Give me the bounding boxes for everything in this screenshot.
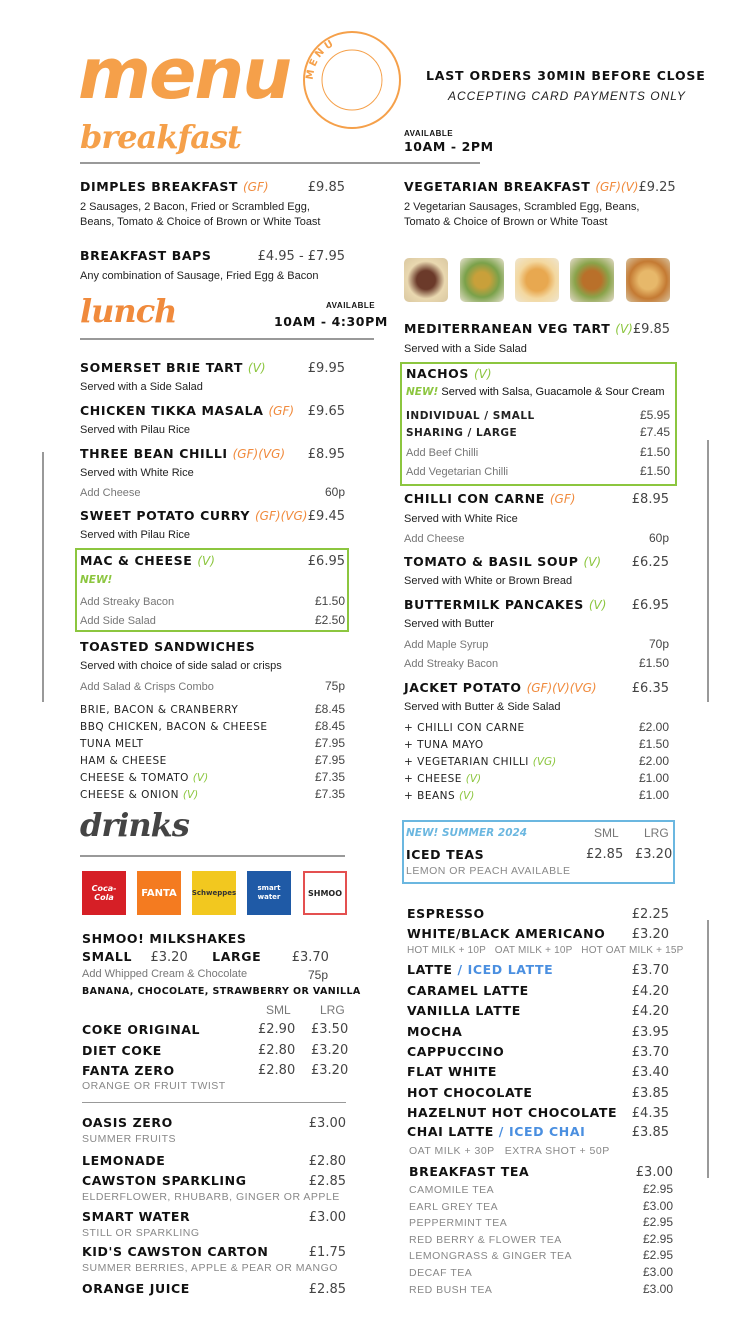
chilli-add-price: 60p — [324, 485, 345, 499]
sandwich-item-tag: (V) — [192, 772, 209, 784]
shakes-add: Add Whipped Cream & Chocolate — [82, 968, 248, 980]
nachos-ind-price: £5.95 — [639, 408, 670, 422]
sandwich-item-price: £8.45 — [314, 702, 345, 716]
soup-name: TOMATO & BASIL SOUP — [404, 554, 579, 569]
americano-name: WHITE/BLACK AMERICANO — [407, 926, 606, 941]
toasted-title: TOASTED SANDWICHES — [80, 639, 256, 654]
hot-drink-price: £4.35 — [631, 1105, 669, 1121]
latte — [407, 962, 669, 978]
hot-drink-name: HOT CHOCOLATE — [407, 1084, 533, 1100]
toasted-add-price: 75p — [324, 679, 345, 693]
tikka-desc: Served with Pilau Rice — [80, 424, 191, 436]
breakfast-avail-label: AVAILABLE — [404, 129, 454, 138]
hot-extras: OAT MILK + 30P EXTRA SHOT + 50P — [409, 1145, 610, 1157]
soup-desc: Served with White or Brown Bread — [404, 575, 573, 587]
nachos-desc-line — [406, 386, 665, 398]
cold-drink — [82, 1173, 346, 1189]
mac-add-bacon — [80, 594, 345, 608]
food-photo-2 — [460, 258, 504, 302]
cold-drink — [82, 1281, 346, 1297]
sandwich-item-name: CHEESE & ONION — [80, 789, 179, 801]
sandwich-item-name: CHEESE & TOMATO — [80, 772, 189, 784]
drinks-divider — [80, 855, 345, 857]
tikka-masala — [80, 403, 345, 419]
med-tag: (V) — [615, 322, 633, 336]
jacket-tag: (GF)(V)(VG) — [526, 681, 597, 695]
jacket-topping-tag: (V) — [465, 773, 482, 785]
tea-name: BREAKFAST TEA — [409, 1164, 530, 1179]
tea-item — [409, 1265, 673, 1279]
card-only: ACCEPTING CARD PAYMENTS ONLY — [448, 89, 686, 103]
espresso-price: £2.25 — [631, 907, 669, 922]
chilli-desc: Served with White Rice — [80, 467, 194, 479]
menu-stamp — [300, 28, 404, 132]
sandwich-item — [80, 787, 345, 801]
cold-drink-price: £3.00 — [308, 1210, 346, 1225]
chai-price: £3.85 — [631, 1125, 669, 1140]
three-bean-chilli — [80, 446, 345, 462]
chilli-con-carne — [404, 491, 669, 507]
hot-drink-price: £4.20 — [631, 984, 669, 999]
tea-item — [409, 1215, 673, 1229]
mac-add2-price: £2.50 — [314, 613, 345, 627]
toasted-add-label: Add Salad & Crisps Combo — [80, 681, 214, 693]
jacket-potato — [404, 680, 669, 696]
drinks-title: drinks — [80, 806, 189, 844]
jacket-desc: Served with Butter & Side Salad — [404, 701, 561, 713]
cold-drink-price: £2.85 — [308, 1282, 346, 1297]
pancakes-price: £6.95 — [631, 598, 669, 613]
sandwich-item-name: BRIE, BACON & CRANBERRY — [80, 704, 239, 716]
hot-drink-name: HAZELNUT HOT CHOCOLATE — [407, 1104, 618, 1120]
potato-tag: (GF)(VG) — [255, 509, 308, 523]
iced-latte: ICED LATTE — [467, 962, 554, 977]
med-name: MEDITERRANEAN VEG TART — [404, 321, 611, 336]
sandwich-item-name: HAM & CHEESE — [80, 755, 167, 767]
dimples-breakfast — [80, 179, 345, 195]
mac-price: £6.95 — [307, 554, 345, 569]
nachos-share-price: £7.45 — [639, 425, 670, 439]
med-desc: Served with a Side Salad — [404, 343, 527, 355]
dimples-desc1: 2 Sausages, 2 Bacon, Fried or Scrambled Egg, — [80, 201, 310, 213]
iced-sml: SML — [594, 826, 619, 840]
nachos-individual — [406, 408, 670, 422]
brie-tart — [80, 360, 345, 376]
iced-new: NEW! SUMMER 2024 — [406, 827, 528, 839]
soft-drink-lrg-price: £3.50 — [311, 1022, 349, 1037]
mac-add1-price: £1.50 — [314, 594, 345, 608]
chai-sep: / — [493, 1124, 509, 1139]
brie-desc: Served with a Side Salad — [80, 381, 203, 393]
sandwich-item — [80, 736, 345, 750]
pancakes-name: BUTTERMILK PANCAKES — [404, 597, 584, 612]
food-photo-3 — [515, 258, 559, 302]
jacket-topping-price: £1.50 — [638, 737, 669, 751]
hot-drink-name: CAPPUCCINO — [407, 1043, 505, 1059]
iced-note: LEMON OR PEACH AVAILABLE — [406, 865, 571, 877]
dimples-tag: (GF) — [243, 180, 269, 194]
hot-drink-name: MOCHA — [407, 1023, 463, 1039]
pancakes-add-syrup — [404, 637, 669, 651]
soft-drink-name: DIET COKE — [82, 1042, 162, 1058]
chilli-name: THREE BEAN CHILLI — [80, 446, 228, 461]
potato-price: £9.45 — [307, 509, 345, 524]
nachos-desc: Served with Salsa, Guacamole & Sour Cream — [441, 386, 665, 398]
sandwich-item — [80, 753, 345, 767]
cold-drink-name: KID'S CAWSTON CARTON — [82, 1244, 269, 1259]
veg-desc2: Tomato & Choice of Brown or White Toast — [404, 216, 608, 228]
dimples-price: £9.85 — [307, 180, 345, 195]
iced-chai: ICED CHAI — [508, 1124, 586, 1139]
concarne-tag: (GF) — [549, 492, 576, 506]
fanta-note: ORANGE OR FRUIT TWIST — [82, 1080, 226, 1092]
pancakes-tag: (V) — [588, 598, 607, 612]
soup-tag: (V) — [583, 555, 602, 569]
americano-note: HOT MILK + 10P OAT MILK + 10P HOT OAT MILK + 15P — [407, 945, 684, 956]
iced-lrg: LRG — [644, 826, 669, 840]
nachos-add-beef — [406, 445, 670, 459]
tea-item-name: DECAF TEA — [409, 1267, 473, 1279]
soft-drink-sml-price: £2.80 — [258, 1042, 296, 1058]
hot-drink-price: £3.70 — [631, 1044, 669, 1060]
jacket-topping-price: £1.00 — [638, 788, 669, 802]
mac-new: NEW! — [80, 574, 113, 586]
cold-drink-price: £3.00 — [308, 1116, 346, 1131]
cold-drink-name: CAWSTON SPARKLING — [82, 1173, 247, 1188]
cold-drink-price: £1.75 — [308, 1245, 346, 1260]
mac-name: MAC & CHEESE — [80, 553, 193, 568]
chilli-price: £8.95 — [307, 447, 345, 462]
drinks-right-bar — [707, 920, 709, 1178]
food-photo-1 — [404, 258, 448, 302]
sandwich-item-price: £7.35 — [314, 770, 345, 784]
cold-drink-name: LEMONADE — [82, 1153, 166, 1168]
tikka-tag: (GF) — [268, 404, 295, 418]
jacket-topping — [404, 737, 669, 751]
concarne-add-price: 60p — [648, 531, 669, 545]
soft-sml-header: SML — [266, 1003, 291, 1017]
sandwich-item-tag: (V) — [182, 789, 199, 801]
cold-drink — [82, 1153, 346, 1169]
soup-price: £6.25 — [631, 555, 669, 570]
tea-item-price: £3.00 — [642, 1265, 673, 1279]
concarne-price: £8.95 — [631, 492, 669, 507]
smartwater-logo: smart water — [247, 871, 291, 915]
tea-item — [409, 1282, 673, 1296]
menu-title: menu — [78, 33, 291, 115]
nachos-new: NEW! — [406, 386, 439, 398]
pancakes-add2-label: Add Streaky Bacon — [404, 658, 499, 670]
sandwich-item-name: TUNA MELT — [80, 738, 144, 750]
potato-name: SWEET POTATO CURRY — [80, 508, 251, 523]
cold-drink-name: ORANGE JUICE — [82, 1281, 190, 1296]
nachos-add-veg — [406, 464, 670, 478]
pancakes-add-bacon — [404, 656, 669, 670]
jacket-topping-tag: (V) — [459, 790, 475, 802]
jacket-price: £6.35 — [631, 681, 669, 696]
dimples-desc2: Beans, Tomato & Choice of Brown or White Toast — [80, 216, 321, 228]
stamp-icon — [300, 28, 404, 132]
cold-drink — [82, 1244, 346, 1260]
breakfast-title: breakfast — [80, 118, 241, 156]
food-photo-5 — [626, 258, 670, 302]
sandwich-item-price: £7.95 — [314, 753, 345, 767]
concarne-add-label: Add Cheese — [404, 533, 465, 545]
concarne-desc: Served with White Rice — [404, 513, 518, 525]
hot-drink — [407, 1003, 669, 1019]
veg-tag: (GF)(V) — [595, 180, 639, 194]
iced-name: ICED TEAS — [406, 847, 485, 862]
pancakes-add1-price: 70p — [648, 637, 669, 651]
americano-price: £3.20 — [631, 927, 669, 942]
food-photo-4 — [570, 258, 614, 302]
tea-item — [409, 1199, 673, 1213]
chai-name: CHAI LATTE — [407, 1124, 494, 1139]
hot-drink-price: £3.95 — [631, 1024, 669, 1040]
brie-tag: (V) — [247, 361, 266, 375]
hot-drink-price: £4.20 — [631, 1004, 669, 1020]
soft-drink-sml-price: £2.80 — [258, 1063, 296, 1078]
tea-item-name: LEMONGRASS & GINGER TEA — [409, 1250, 573, 1263]
tea-item-price: £2.95 — [642, 1248, 673, 1263]
veg-desc1: 2 Vegetarian Sausages, Scrambled Egg, Beans, — [404, 201, 640, 213]
soft-drink-lrg-price: £3.20 — [311, 1063, 349, 1078]
last-orders: LAST ORDERS 30MIN BEFORE CLOSE — [426, 68, 706, 83]
chilli-add-label: Add Cheese — [80, 487, 141, 499]
breakfast-baps — [80, 248, 345, 264]
chai-latte — [407, 1124, 669, 1140]
sandwich-item — [80, 702, 345, 716]
nachos-add1-price: £1.50 — [639, 445, 670, 459]
lunch-title: lunch — [80, 292, 177, 330]
hot-drink — [407, 1064, 669, 1080]
potato-desc: Served with Pilau Rice — [80, 529, 191, 541]
right-edge-bar — [707, 440, 709, 702]
jacket-name: JACKET POTATO — [404, 680, 522, 695]
concarne-name: CHILLI CON CARNE — [404, 491, 545, 506]
hot-drink-name: VANILLA LATTE — [407, 1003, 521, 1019]
jacket-topping — [404, 788, 669, 802]
nachos-title — [406, 366, 492, 381]
mediterranean-tart — [404, 321, 669, 337]
chilli-tag: (GF)(VG) — [232, 447, 286, 461]
pancakes — [404, 597, 669, 613]
veg-name: VEGETARIAN BREAKFAST — [404, 179, 591, 194]
stamp-text: MENU — [304, 37, 338, 81]
cold-drink-note: ELDERFLOWER, RHUBARB, GINGER OR APPLE — [82, 1191, 340, 1203]
mac-add1-label: Add Streaky Bacon — [80, 596, 175, 608]
jacket-topping-name: + CHILLI CON CARNE — [404, 722, 525, 734]
tea-item-price: £3.00 — [642, 1198, 673, 1213]
mac-tag: (V) — [197, 554, 215, 568]
jacket-topping — [404, 771, 669, 785]
jacket-topping-tag: (VG) — [532, 756, 557, 768]
toasted-desc: Served with choice of side salad or crisps — [80, 660, 282, 672]
sandwich-item-price: £7.95 — [314, 736, 345, 750]
breakfast-tea — [409, 1164, 673, 1180]
tea-item-price: £2.95 — [642, 1182, 673, 1196]
soft-drink-lrg-price: £3.20 — [311, 1042, 349, 1058]
vegetarian-breakfast — [404, 179, 676, 195]
coke-logo: Coca-Cola — [82, 871, 126, 915]
baps-desc: Any combination of Sausage, Fried Egg & Bacon — [80, 270, 319, 282]
jacket-topping-price: £2.00 — [638, 720, 669, 734]
shmoo-logo: SHMOO — [303, 871, 347, 915]
jacket-topping — [404, 754, 669, 768]
schweppes-logo: Schweppes — [192, 871, 236, 915]
baps-price: £4.95 - £7.95 — [257, 249, 345, 264]
tea-item — [409, 1248, 673, 1262]
shakes-add-price: 75p — [308, 968, 329, 982]
pancakes-desc: Served with Butter — [404, 618, 494, 630]
sandwich-item — [80, 719, 345, 733]
sandwich-item-price: £7.35 — [314, 787, 345, 801]
sandwich-item-price: £8.45 — [314, 719, 345, 733]
shakes-small-price: £3.20 — [150, 950, 188, 965]
americano — [407, 926, 669, 942]
cold-drink-price: £2.85 — [308, 1174, 346, 1189]
hot-drink — [407, 983, 669, 999]
iced-lrg-price: £3.20 — [635, 847, 673, 862]
shakes-small-label: SMALL — [82, 949, 133, 964]
nachos-share-label: SHARING / LARGE — [406, 427, 518, 439]
cold-drink-name: SMART WATER — [82, 1209, 191, 1224]
tea-item-name: EARL GREY TEA — [409, 1200, 499, 1213]
hot-drink — [407, 1085, 669, 1101]
cold-drink-price: £2.80 — [308, 1154, 346, 1169]
shakes-large-label: LARGE — [212, 949, 262, 964]
tea-item-price: £2.95 — [642, 1231, 673, 1246]
tikka-name: CHICKEN TIKKA MASALA — [80, 403, 264, 418]
tea-item — [409, 1182, 673, 1196]
tea-item-price: £2.95 — [642, 1215, 673, 1230]
hot-drink — [407, 1105, 669, 1121]
jacket-topping-name: + VEGETARIAN CHILLI — [404, 756, 529, 768]
tea-item-name: RED BERRY & FLOWER TEA — [409, 1233, 562, 1246]
hot-drink — [407, 1044, 669, 1060]
mac-cheese — [80, 553, 345, 569]
hot-drink — [407, 1024, 669, 1040]
cold-drink — [82, 1115, 346, 1131]
nachos-name: NACHOS — [406, 366, 469, 381]
shakes-flavours: BANANA, CHOCOLATE, STRAWBERRY OR VANILLA — [82, 986, 361, 997]
baps-name: BREAKFAST BAPS — [80, 248, 212, 263]
jacket-topping-name: + CHEESE — [404, 773, 462, 785]
concarne-add — [404, 531, 669, 545]
cold-drink-note: SUMMER FRUITS — [82, 1133, 176, 1145]
cold-drink-name: OASIS ZERO — [82, 1115, 173, 1130]
nachos-add2-price: £1.50 — [639, 464, 670, 478]
hot-drink-name: FLAT WHITE — [407, 1064, 498, 1080]
brie-name: SOMERSET BRIE TART — [80, 360, 243, 375]
breakfast-avail-time: 10AM - 2PM — [404, 139, 494, 154]
tikka-price: £9.65 — [307, 404, 345, 419]
breakfast-divider — [80, 162, 480, 164]
toasted-add — [80, 679, 345, 693]
hot-drink-price: £3.85 — [631, 1085, 669, 1101]
left-edge-bar — [42, 452, 44, 702]
lunch-avail-label: AVAILABLE — [326, 301, 376, 310]
latte-price: £3.70 — [631, 963, 669, 978]
latte-name: LATTE — [407, 962, 453, 977]
veg-price: £9.25 — [638, 180, 676, 195]
pancakes-add1-label: Add Maple Syrup — [404, 639, 489, 651]
nachos-add1-label: Add Beef Chilli — [406, 447, 479, 459]
shakes-title: SHMOO! MILKSHAKES — [82, 931, 247, 946]
tea-price: £3.00 — [635, 1165, 673, 1180]
nachos-sharing — [406, 425, 670, 439]
hot-drink-price: £3.40 — [631, 1065, 669, 1081]
brie-price: £9.95 — [307, 361, 345, 376]
soft-drink-name: FANTA ZERO — [82, 1063, 175, 1078]
mac-add-salad — [80, 613, 345, 627]
nachos-tag: (V) — [473, 367, 492, 381]
chilli-add-cheese — [80, 485, 345, 499]
soft-drink-sml-price: £2.90 — [258, 1022, 296, 1037]
tea-item — [409, 1232, 673, 1246]
cold-drink — [82, 1209, 346, 1225]
mac-add2-label: Add Side Salad — [80, 615, 156, 627]
jacket-topping-name: + TUNA MAYO — [404, 739, 484, 751]
tea-item-price: £3.00 — [642, 1281, 673, 1296]
espresso-name: ESPRESSO — [407, 906, 485, 921]
jacket-topping — [404, 720, 669, 734]
shakes-sizes — [82, 948, 332, 966]
latte-sep: / — [452, 962, 468, 977]
shakes-large-price: £3.70 — [291, 950, 329, 965]
soft-lrg-header: LRG — [320, 1003, 345, 1017]
fanta-logo: FANTA — [137, 871, 181, 915]
hot-drink-name: CARAMEL LATTE — [407, 983, 529, 998]
lunch-avail-time: 10AM - 4:30PM — [274, 314, 388, 329]
sweet-potato-curry — [80, 508, 345, 524]
tea-item-name: PEPPERMINT TEA — [409, 1217, 508, 1230]
tomato-soup — [404, 554, 669, 570]
nachos-ind-label: INDIVIDUAL / SMALL — [406, 410, 535, 422]
iced-sml-price: £2.85 — [586, 847, 624, 862]
sandwich-item-name: BBQ CHICKEN, BACON & CHEESE — [80, 721, 268, 733]
cold-drink-note: SUMMER BERRIES, APPLE & PEAR OR MANGO — [82, 1262, 338, 1274]
soft-drink-name: COKE ORIGINAL — [82, 1022, 201, 1037]
lunch-divider — [80, 338, 374, 340]
jacket-topping-name: + BEANS — [404, 790, 456, 802]
jacket-topping-price: £1.00 — [638, 771, 669, 785]
cold-drink-note: STILL OR SPARKLING — [82, 1227, 200, 1239]
tea-item-name: CAMOMILE TEA — [409, 1184, 495, 1196]
med-price: £9.85 — [632, 322, 671, 337]
tea-item-name: RED BUSH TEA — [409, 1283, 493, 1296]
espresso — [407, 906, 669, 922]
softs-divider — [82, 1102, 346, 1103]
jacket-topping-price: £2.00 — [638, 754, 669, 768]
sandwich-item — [80, 770, 345, 784]
pancakes-add2-price: £1.50 — [638, 656, 669, 670]
dimples-name: DIMPLES BREAKFAST — [80, 179, 239, 194]
nachos-add2-label: Add Vegetarian Chilli — [406, 466, 509, 478]
